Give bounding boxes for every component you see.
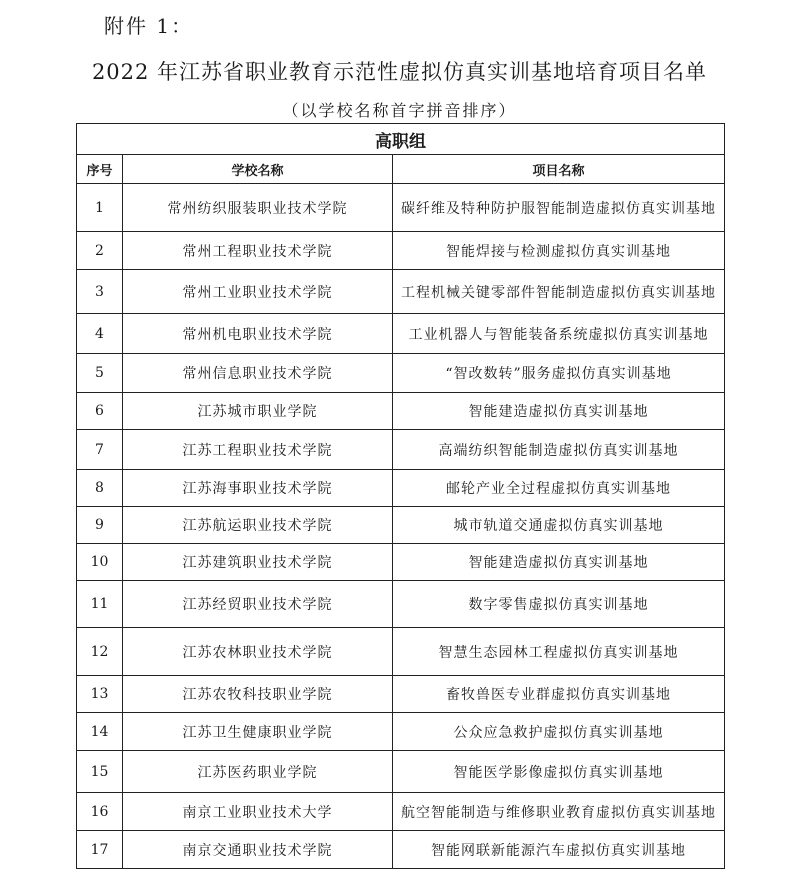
project-name: 智能医学影像虚拟仿真实训基地 bbox=[393, 751, 725, 793]
school-name: 常州工业职业技术学院 bbox=[123, 270, 393, 314]
school-name: 江苏农牧科技职业学院 bbox=[123, 676, 393, 713]
table-row bbox=[77, 676, 725, 713]
school-name: 江苏海事职业技术学院 bbox=[123, 470, 393, 507]
row-number: 1 bbox=[77, 184, 123, 232]
project-name: 碳纤维及特种防护服智能制造虚拟仿真实训基地 bbox=[393, 184, 725, 232]
project-name: 邮轮产业全过程虚拟仿真实训基地 bbox=[393, 470, 725, 507]
group-header-row bbox=[77, 124, 725, 155]
school-name: 常州信息职业技术学院 bbox=[123, 354, 393, 393]
project-name: 城市轨道交通虚拟仿真实训基地 bbox=[393, 507, 725, 544]
document-subtitle: （以学校名称首字拼音排序） bbox=[282, 101, 517, 120]
project-name: “智改数转”服务虚拟仿真实训基地 bbox=[393, 354, 725, 393]
project-name: 智能建造虚拟仿真实训基地 bbox=[393, 393, 725, 430]
column-header-no: 序号 bbox=[77, 155, 123, 184]
attachment-label: 附件 1： bbox=[104, 14, 194, 38]
table-row bbox=[77, 354, 725, 393]
school-name: 南京工业职业技术大学 bbox=[123, 793, 393, 831]
school-name: 常州机电职业技术学院 bbox=[123, 314, 393, 354]
project-name: 智能焊接与检测虚拟仿真实训基地 bbox=[393, 232, 725, 270]
school-name: 江苏工程职业技术学院 bbox=[123, 430, 393, 470]
group-title: 高职组 bbox=[77, 124, 725, 155]
row-number: 6 bbox=[77, 393, 123, 430]
project-name: 数字零售虚拟仿真实训基地 bbox=[393, 581, 725, 628]
school-name: 南京交通职业技术学院 bbox=[123, 831, 393, 869]
row-number: 7 bbox=[77, 430, 123, 470]
project-name: 智慧生态园林工程虚拟仿真实训基地 bbox=[393, 628, 725, 676]
project-name: 高端纺织智能制造虚拟仿真实训基地 bbox=[393, 430, 725, 470]
table-row bbox=[77, 628, 725, 676]
school-name: 常州纺织服装职业技术学院 bbox=[123, 184, 393, 232]
table-row bbox=[77, 393, 725, 430]
row-number: 10 bbox=[77, 544, 123, 581]
table-row bbox=[77, 314, 725, 354]
project-name: 公众应急救护虚拟仿真实训基地 bbox=[393, 713, 725, 751]
table-row bbox=[77, 751, 725, 793]
row-number: 12 bbox=[77, 628, 123, 676]
project-name: 智能建造虚拟仿真实训基地 bbox=[393, 544, 725, 581]
project-name: 工业机器人与智能装备系统虚拟仿真实训基地 bbox=[393, 314, 725, 354]
table-row bbox=[77, 430, 725, 470]
school-name: 江苏建筑职业技术学院 bbox=[123, 544, 393, 581]
table-row bbox=[77, 184, 725, 232]
row-number: 17 bbox=[77, 831, 123, 869]
project-name: 畜牧兽医专业群虚拟仿真实训基地 bbox=[393, 676, 725, 713]
column-header-project: 项目名称 bbox=[393, 155, 725, 184]
school-name: 江苏航运职业技术学院 bbox=[123, 507, 393, 544]
row-number: 4 bbox=[77, 314, 123, 354]
row-number: 14 bbox=[77, 713, 123, 751]
project-list-table bbox=[76, 123, 725, 869]
column-header-row bbox=[77, 155, 725, 184]
row-number: 16 bbox=[77, 793, 123, 831]
table-row bbox=[77, 544, 725, 581]
school-name: 江苏农林职业技术学院 bbox=[123, 628, 393, 676]
table-row bbox=[77, 831, 725, 869]
table-row bbox=[77, 470, 725, 507]
project-name: 航空智能制造与维修职业教育虚拟仿真实训基地 bbox=[393, 793, 725, 831]
table-row bbox=[77, 713, 725, 751]
row-number: 8 bbox=[77, 470, 123, 507]
row-number: 11 bbox=[77, 581, 123, 628]
column-header-school: 学校名称 bbox=[123, 155, 393, 184]
school-name: 常州工程职业技术学院 bbox=[123, 232, 393, 270]
table-row bbox=[77, 507, 725, 544]
row-number: 5 bbox=[77, 354, 123, 393]
row-number: 13 bbox=[77, 676, 123, 713]
row-number: 9 bbox=[77, 507, 123, 544]
project-name: 工程机械关键零部件智能制造虚拟仿真实训基地 bbox=[393, 270, 725, 314]
school-name: 江苏城市职业学院 bbox=[123, 393, 393, 430]
table-row bbox=[77, 793, 725, 831]
school-name: 江苏卫生健康职业学院 bbox=[123, 713, 393, 751]
table-row bbox=[77, 270, 725, 314]
table-row bbox=[77, 581, 725, 628]
row-number: 3 bbox=[77, 270, 123, 314]
row-number: 2 bbox=[77, 232, 123, 270]
table-row bbox=[77, 232, 725, 270]
document-title: 2022 年江苏省职业教育示范性虚拟仿真实训基地培育项目名单 bbox=[91, 60, 708, 84]
school-name: 江苏医药职业学院 bbox=[123, 751, 393, 793]
school-name: 江苏经贸职业技术学院 bbox=[123, 581, 393, 628]
row-number: 15 bbox=[77, 751, 123, 793]
project-name: 智能网联新能源汽车虚拟仿真实训基地 bbox=[393, 831, 725, 869]
